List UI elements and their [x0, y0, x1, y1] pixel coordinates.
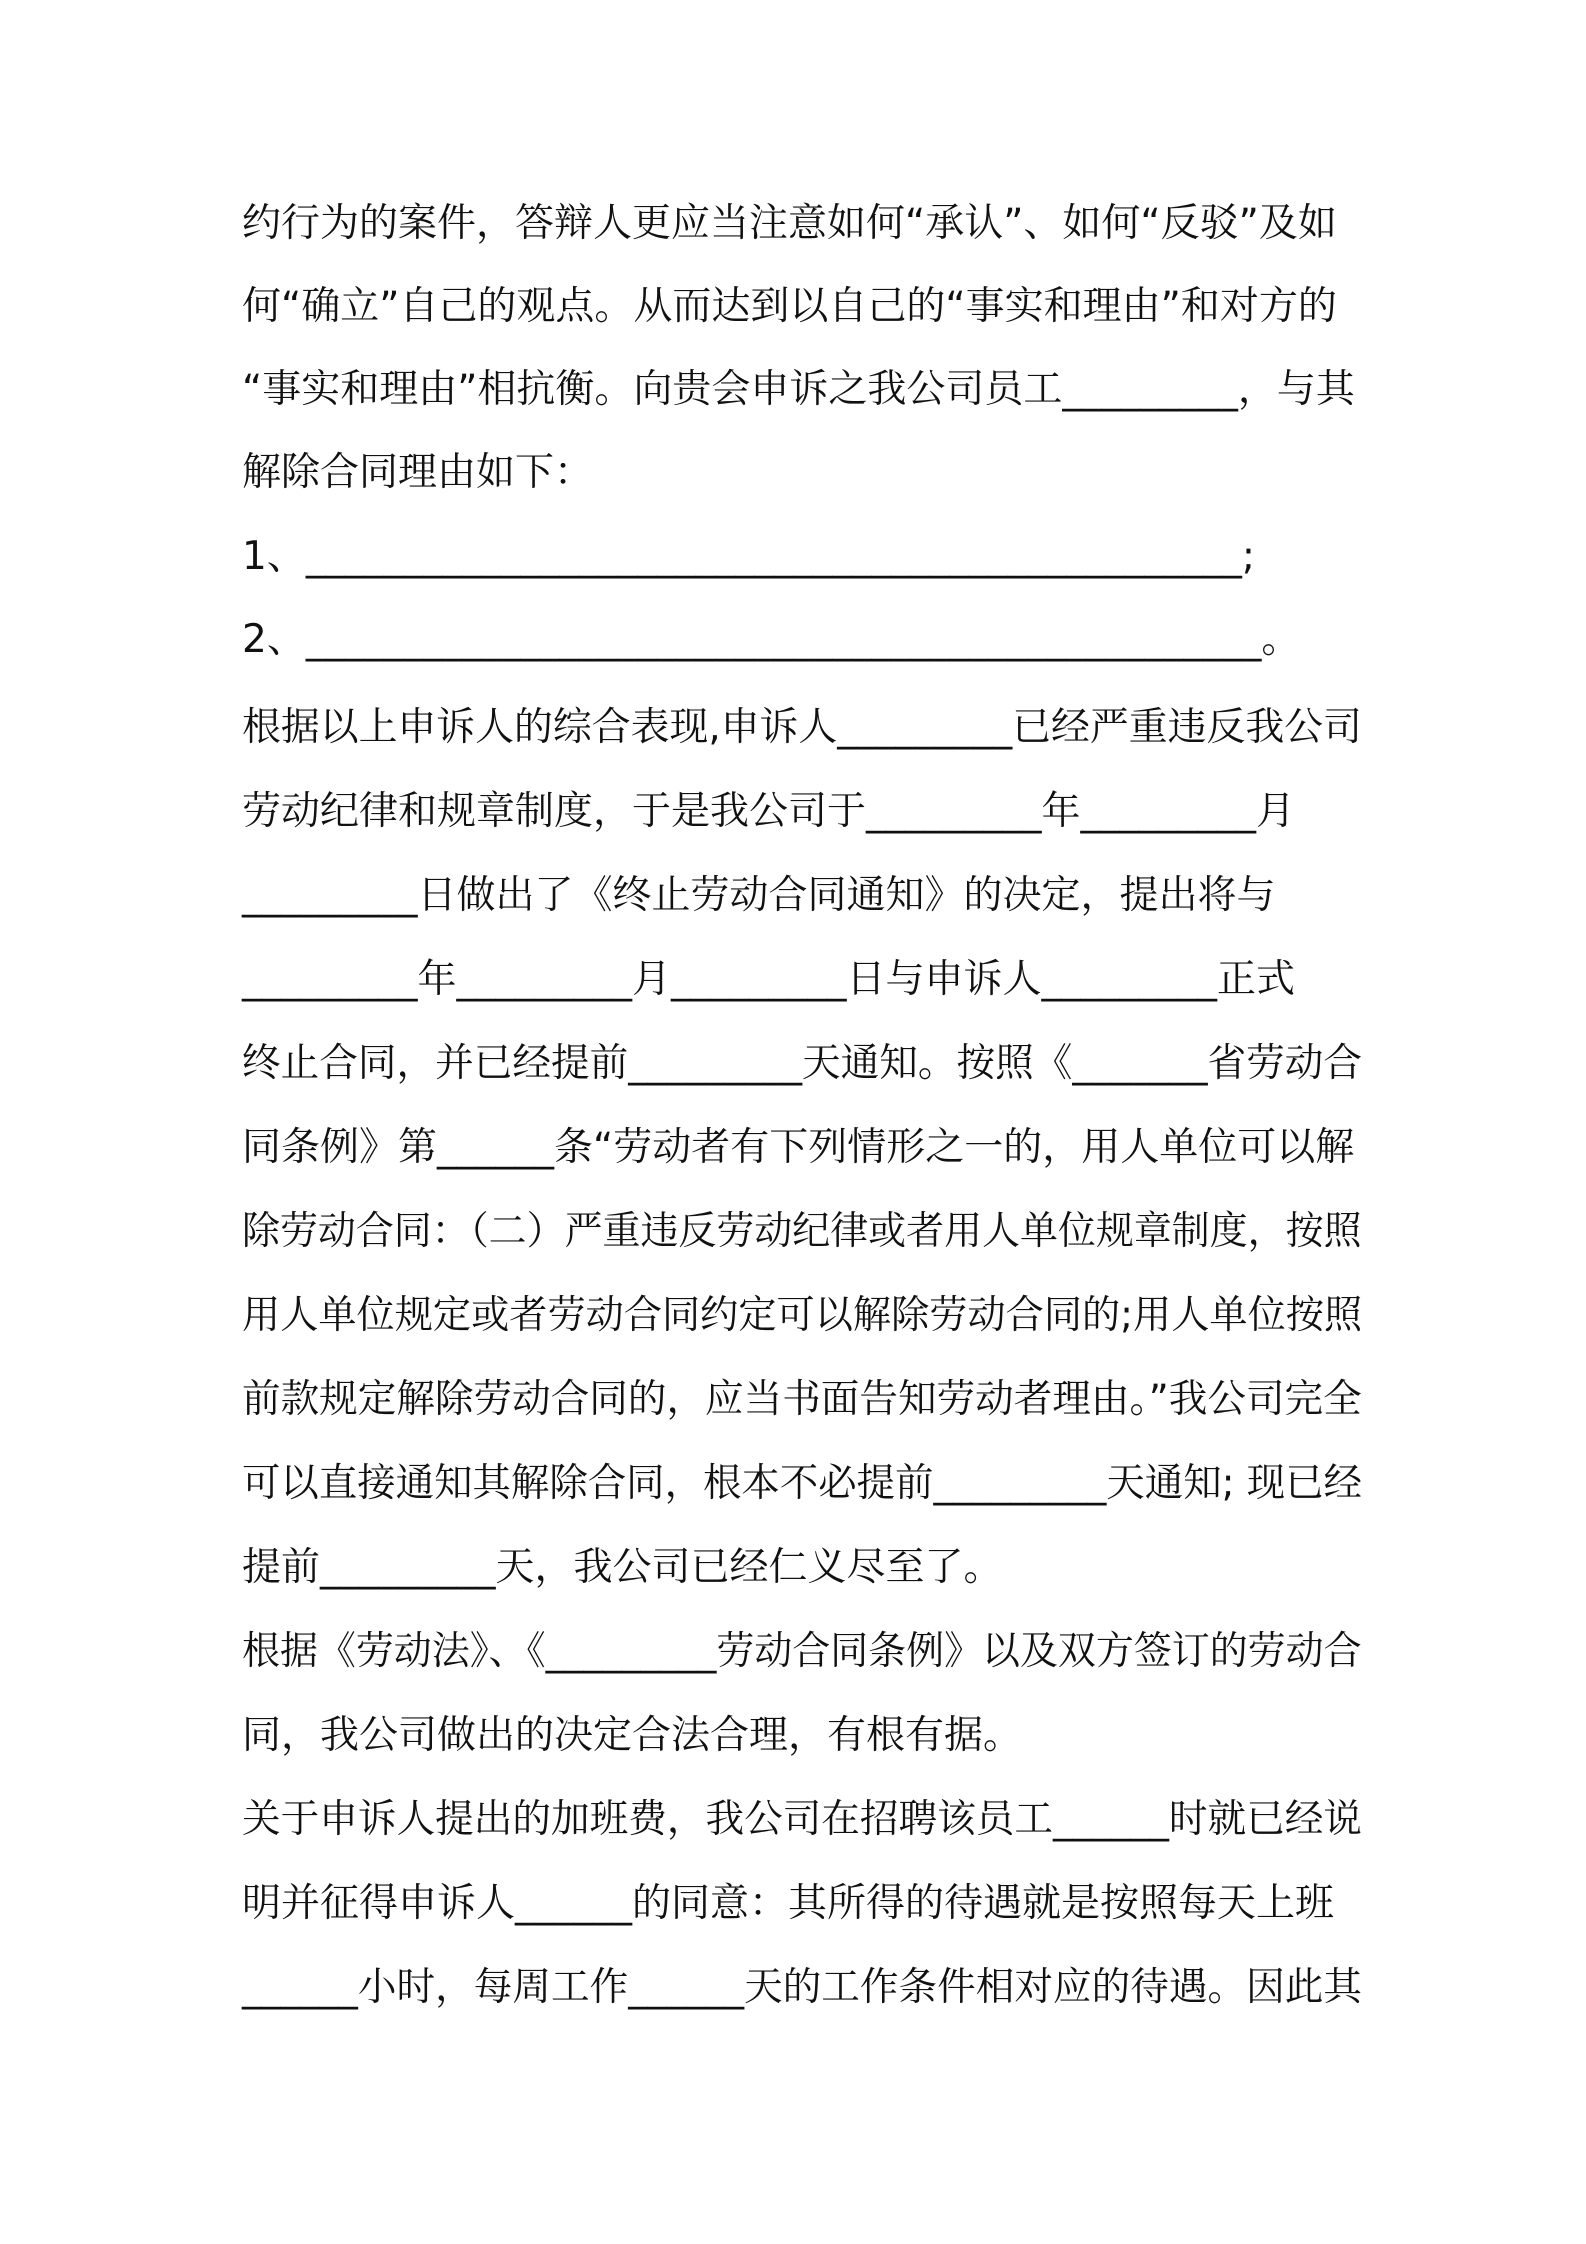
text-line: 前款规定解除劳动合同的，应当书面告知劳动者理由。”我公司完全 [242, 1377, 1362, 1422]
text-line: 用人单位规定或者劳动合同约定可以解除劳动合同的;用人单位按照 [242, 1293, 1363, 1338]
text-line: 根据以上申诉人的综合表现,申诉人_________已经严重违反我公司 [242, 705, 1362, 750]
text-line: 终止合同，并已经提前_________天通知。按照《_______省劳动合 [242, 1041, 1363, 1086]
text-line: 同，我公司做出的决定合法合理，有根有据。 [242, 1713, 1023, 1758]
text-line: ______小时，每周工作______天的工作条件相对应的待遇。因此其 [242, 1965, 1363, 2010]
text-line: 解除合同理由如下： [242, 450, 594, 495]
text-line: 可以直接通知其解除合同，根本不必提前_________天通知; 现已经 [242, 1461, 1363, 1506]
text-line: 约行为的案件，答辩人更应当注意如何“承认”、如何“反驳”及如 [242, 201, 1337, 246]
text-line: 同条例》第______条“劳动者有下列情形之一的，用人单位可以解 [242, 1125, 1355, 1170]
text-line: _________日做出了《终止劳动合同通知》的决定，提出将与 [242, 873, 1276, 918]
text-line: 除劳动合同：（二）严重违反劳动纪律或者用人单位规章制度，按照 [242, 1209, 1362, 1254]
text-line: 2、_________________________________________________。 [242, 617, 1301, 662]
text-line: 1、________________________________________________; [242, 534, 1255, 579]
text-line: 提前_________天，我公司已经仁义尽至了。 [242, 1545, 1003, 1590]
text-line: 何“确立”自己的观点。从而达到以自己的“事实和理由”和对方的 [242, 284, 1337, 329]
text-line: 劳动纪律和规章制度，于是我公司于_________年_________月 [242, 789, 1296, 834]
text-line: 明并征得申诉人______的同意：其所得的待遇就是按照每天上班 [242, 1881, 1335, 1926]
text-line: 关于申诉人提出的加班费，我公司在招聘该员工______时就已经说 [242, 1797, 1363, 1842]
text-line: “事实和理由”相抗衡。向贵会申诉之我公司员工_________，与其 [242, 367, 1355, 412]
text-line: 根据《劳动法》、《_________劳动合同条例》以及双方签订的劳动合 [242, 1629, 1362, 1674]
text-line: _________年_________月_________日与申诉人_________正式 [242, 957, 1296, 1002]
